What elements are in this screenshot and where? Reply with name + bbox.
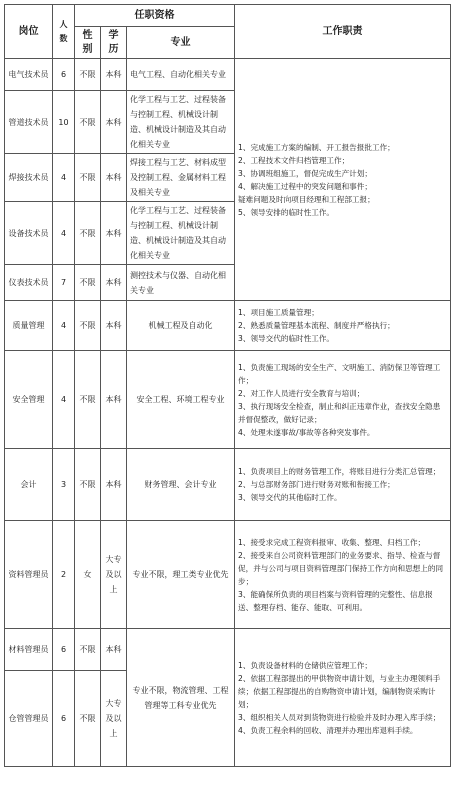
gender-cell: 不限	[75, 671, 101, 767]
duty-item: 3、能确保所负责的项目档案与资料管理的完整性、信息报送、整理存档、能存、能取、可利用。	[238, 589, 433, 612]
headcount-cell: 6	[53, 629, 75, 671]
table-row	[5, 449, 451, 521]
gender-cell: 不限	[75, 154, 101, 202]
duty-item: 3、领导交代的临时性工作。	[238, 334, 334, 343]
major-cell: 焊接工程与工艺、材料成型及控制工程、金属材料工程及相关专业	[127, 154, 235, 202]
education-cell: 大专及以上	[101, 671, 127, 767]
table-row	[5, 629, 451, 671]
duty-list	[238, 306, 447, 345]
position-cell: 安全管理	[5, 351, 53, 449]
headcount-cell: 10	[53, 91, 75, 154]
gender-cell: 不限	[75, 351, 101, 449]
headcount-cell: 4	[53, 154, 75, 202]
header-duties: 工作职责	[235, 5, 451, 59]
duty-item: 4、处理未遂事故/事故等各种突发事件。	[238, 427, 375, 437]
position-cell: 材料管理员	[5, 629, 53, 671]
duty-item: 4、负责工程余料的回收、清理并办理出库退料手续。	[238, 725, 418, 735]
header-qualifications: 任职资格	[75, 5, 235, 27]
major-cell: 安全工程、环境工程专业	[127, 351, 235, 449]
education-cell: 本科	[101, 301, 127, 351]
job-table-document	[4, 4, 450, 796]
duty-item: 5、领导安排的临时性工作。	[238, 207, 334, 217]
education-cell: 大专及以上	[101, 521, 127, 629]
duty-item: 1、负责设备材料的仓储供应管理工作；	[238, 660, 372, 670]
gender-cell: 不限	[75, 301, 101, 351]
duty-item: 3、执行现场安全检查，制止和纠正违章作业，查找安全隐患并督促整改，做好记录；	[238, 401, 441, 424]
duty-item: 疑难问题及时向项目经理和工程部工报；	[238, 194, 375, 204]
major-cell: 财务管理、会计专业	[127, 449, 235, 521]
major-cell-shared: 专业不限，物流管理、工程管理等工科专业优先	[127, 629, 235, 767]
duty-item: 1、完成施工方案的编制、开工报告报批工作；	[238, 142, 395, 152]
education-cell: 本科	[101, 449, 127, 521]
education-cell: 本科	[101, 91, 127, 154]
headcount-cell: 4	[53, 202, 75, 265]
gender-cell: 不限	[75, 265, 101, 301]
duties-cell-accounting	[235, 449, 451, 521]
header-education: 学历	[101, 27, 127, 59]
position-cell: 仓管管理员	[5, 671, 53, 767]
gender-cell: 不限	[75, 91, 101, 154]
major-cell: 电气工程、自动化相关专业	[127, 59, 235, 91]
duty-list	[238, 536, 447, 614]
job-requirements-table	[4, 4, 451, 767]
headcount-cell: 6	[53, 59, 75, 91]
table-row	[5, 351, 451, 449]
duty-item: 1、负责施工现场的安全生产、文明施工、消防保卫等管理工作；	[238, 362, 441, 385]
education-cell: 本科	[101, 265, 127, 301]
headcount-cell: 3	[53, 449, 75, 521]
headcount-cell: 6	[53, 671, 75, 767]
duty-item: 1、项目施工质量管理；	[238, 308, 319, 317]
duty-item: 2、接受来自公司资料管理部门的业务要求、指导、检查与督促，并与公司与项目资料管理部门保持工作方向和思想上的同步；	[238, 550, 444, 586]
gender-cell: 不限	[75, 629, 101, 671]
duty-item: 3、组织相关人员对到货物资进行检验并及时办理入库手续；	[238, 712, 441, 722]
gender-cell: 不限	[75, 449, 101, 521]
position-cell: 会计	[5, 449, 53, 521]
education-cell: 本科	[101, 202, 127, 265]
duty-list	[238, 141, 447, 219]
position-cell: 电气技术员	[5, 59, 53, 91]
duties-cell-quality	[235, 301, 451, 351]
headcount-cell: 7	[53, 265, 75, 301]
header-headcount: 人数	[53, 5, 75, 59]
duties-cell-archives	[235, 521, 451, 629]
headcount-cell: 4	[53, 301, 75, 351]
duty-list	[238, 361, 447, 439]
major-cell: 专业不限，理工类专业优先	[127, 521, 235, 629]
duty-item: 2、对工作人员进行安全教育与培训；	[238, 388, 365, 398]
headcount-cell: 4	[53, 351, 75, 449]
education-cell: 本科	[101, 629, 127, 671]
major-cell: 测控技术与仪器、自动化相关专业	[127, 265, 235, 301]
education-cell: 本科	[101, 154, 127, 202]
headcount-cell: 2	[53, 521, 75, 629]
duty-item: 2、依据工程部提出的甲供物资申请计划，与业主办理领料手续；依据工程部提出的自购物资申请计划，编制物资采购计划；	[238, 673, 441, 709]
header-gender: 性别	[75, 27, 101, 59]
major-cell: 化学工程与工艺、过程装备与控制工程、机械设计制造、机械设计制造及其自动化相关专业	[127, 202, 235, 265]
gender-cell: 不限	[75, 202, 101, 265]
table-row	[5, 301, 451, 351]
duty-item: 1、负责项目上的财务管理工作，将账目进行分类汇总管理；	[238, 467, 441, 476]
table-row	[5, 521, 451, 629]
duty-list	[238, 659, 447, 737]
position-cell: 资料管理员	[5, 521, 53, 629]
major-cell: 化学工程与工艺、过程装备与控制工程、机械设计制造、机械设计制造及其自动化相关专业	[127, 91, 235, 154]
duty-item: 2、工程技术文件归档管理工作；	[238, 155, 350, 165]
education-cell: 本科	[101, 351, 127, 449]
position-cell: 设备技术员	[5, 202, 53, 265]
duty-item: 2、熟悉质量管理基本流程、制度并严格执行；	[238, 321, 395, 330]
gender-cell: 不限	[75, 59, 101, 91]
position-cell: 仪表技术员	[5, 265, 53, 301]
duty-item: 2、与总部财务部门进行财务对账和衔接工作；	[238, 480, 395, 489]
duties-cell-safety	[235, 351, 451, 449]
position-cell: 管道技术员	[5, 91, 53, 154]
duty-item: 3、协调班组施工，督促完成生产计划；	[238, 168, 372, 178]
duty-list	[238, 465, 447, 504]
education-cell: 本科	[101, 59, 127, 91]
duties-cell-technicians	[235, 59, 451, 301]
major-cell: 机械工程及自动化	[127, 301, 235, 351]
gender-cell: 女	[75, 521, 101, 629]
position-cell: 质量管理	[5, 301, 53, 351]
table-row	[5, 59, 451, 91]
header-position: 岗位	[5, 5, 53, 59]
header-major: 专业	[127, 27, 235, 59]
position-cell: 焊接技术员	[5, 154, 53, 202]
duty-item: 1、接受求完成工程资料报审、收集、整理、归档工作；	[238, 537, 426, 547]
duty-item: 3、领导交代的其他临时工作。	[238, 493, 342, 502]
duties-cell-materials	[235, 629, 451, 767]
duty-item: 4、解决施工过程中的突发问题和事件；	[238, 181, 372, 191]
